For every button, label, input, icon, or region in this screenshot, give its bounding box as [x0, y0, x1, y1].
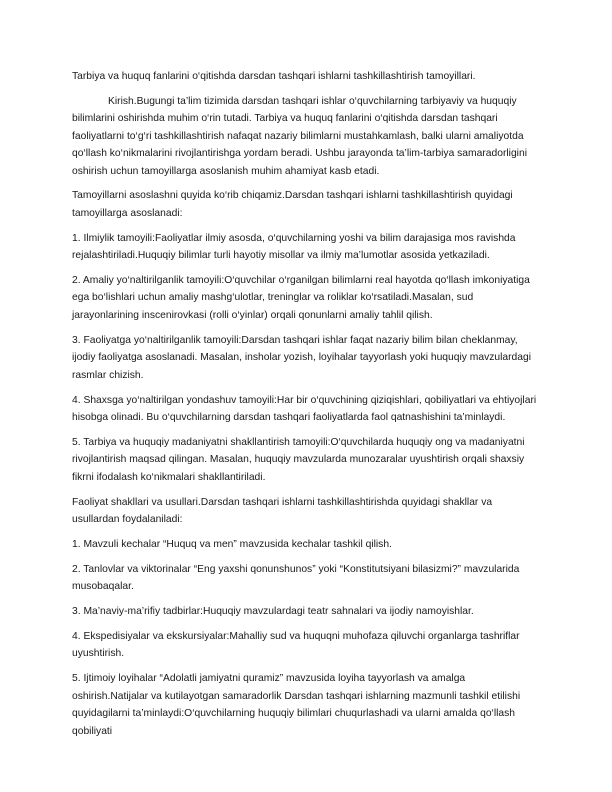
form-item-5: 5. Ijtimoiy loyihalar “Adolatli jamiyatni quramiz” mavzusida loyiha tayyorlash va amalga oshirish.Natijalar va kutilayotgan samaradorlik Darsdan tashqari ishlarning mazmunli tashkil etilishi quyidagilarni ta’minlaydi:O‘quvchilarning huquqiy bilimlari chuqurlashadi va ularni amalda qo‘llash qobiliyati — [72, 673, 521, 737]
principle-item-5: 5. Tarbiya va huquqiy madaniyatni shakllantirish tamoyili:O‘quvchilarda huquqiy ong va madaniyatni rivojlantirish maqsad qilingan. Masalan, huquqiy mavzularda munozaralar uyushtirish orqali shaxsiy fikrni ifodalash ko‘nikmalari shakllantiriladi. — [72, 436, 525, 483]
document-page — [72, 68, 540, 747]
intro-paragraph: Kirish.Bugungi ta’lim tizimida darsdan tashqari ishlar o‘quvchilarning tarbiyaviy va huquqiy bilimlarini oshirishda muhim o‘rin tutadi. Tarbiya va huquq fanlarini o‘qitishda darsdan tashqari faoliyatlarni to‘g‘ri tashkillashtirish nafaqat nazariy bilimlarni mustahkamlash, balki ularni amaliyotda qo‘llash ko‘nikmalarini rivojlantirishga yordam beradi. Ushbu jarayonda ta’lim-tarbiya samaradorligini oshirish uchun tamoyillarga asoslanish muhim ahamiyat kasb etadi. — [72, 95, 527, 177]
document-title-line: Tarbiya va huquq fanlarini o‘qitishda darsdan tashqari ishlarni tashkillashtirish tamoyillari. — [72, 71, 476, 82]
form-item-3: 3. Ma’naviy-ma’rifiy tadbirlar:Huquqiy mavzulardagi teatr sahnalari va ijodiy namoyishlar. — [72, 606, 474, 618]
principle-item-3: 3. Faoliyatga yo‘naltirilganlik tamoyili:Darsdan tashqari ishlar faqat nazariy bilim bilan cheklanmay, ijodiy faoliyatga asoslanadi. Masalan, insholar yozish, loyihalar tayyorlash yoki huquqiy mavzulardagi rasmlar chizish. — [72, 334, 532, 381]
form-item-4: 4. Ekspedisiyalar va ekskursiyalar:Mahalliy sud va huquqni muhofaza qiluvchi organlarga tashriflar uyushtirish. — [72, 630, 520, 660]
form-item-2: 2. Tanlovlar va viktorinalar “Eng yaxshi qonunshunos” yoki “Konstitutsiyani bilasizmi?” mavzularida musobaqalar. — [72, 563, 520, 593]
principles-intro-paragraph: Tamoyillarni asoslashni quyida ko‘rib chiqamiz.Darsdan tashqari ishlarni tashkillashtirish quyidagi tamoyillarga asoslanadi: — [72, 190, 513, 219]
forms-intro-paragraph: Faoliyat shakllari va usullari.Darsdan tashqari ishlarni tashkillashtirishda quyidagi shakllar va usullardan foydalaniladi: — [72, 496, 493, 525]
form-item-1: 1. Mavzuli kechalar “Huquq va men” mavzusida kechalar tashkil qilish. — [72, 538, 392, 550]
principle-item-2: 2. Amaliy yo‘naltirilganlik tamoyili:O‘quvchilar o‘rganilgan bilimlarni real hayotda qo‘llash imkoniyatiga ega bo‘lishlari uchun amaliy mashg‘ulotlar, treninglar va roliklar ko‘rsatiladi.Masalan, sud jarayonlarining inscenirovkasi (rolli o‘yinlar) orqali qonunlarni amaliy tahlil qilish. — [72, 275, 530, 321]
principle-item-4: 4. Shaxsga yo‘naltirilgan yondashuv tamoyili:Har bir o‘quvchining qiziqishlari, qobiliyatlari va ehtiyojlari hisobga olinadi. Bu o‘quvchilarning darsdan tashqari faoliyatlarda faol qatnashishini ta’minlaydi. — [72, 394, 537, 423]
principle-item-1: 1. Ilmiylik tamoyili:Faoliyatlar ilmiy asosda, o‘quvchilarning yoshi va bilim darajasiga mos ravishda rejalashtiriladi.Huquqiy bilimlar turli hayotiy misollar va ilmiy ma’lumotlar asosida yetkaziladi. — [72, 232, 516, 262]
